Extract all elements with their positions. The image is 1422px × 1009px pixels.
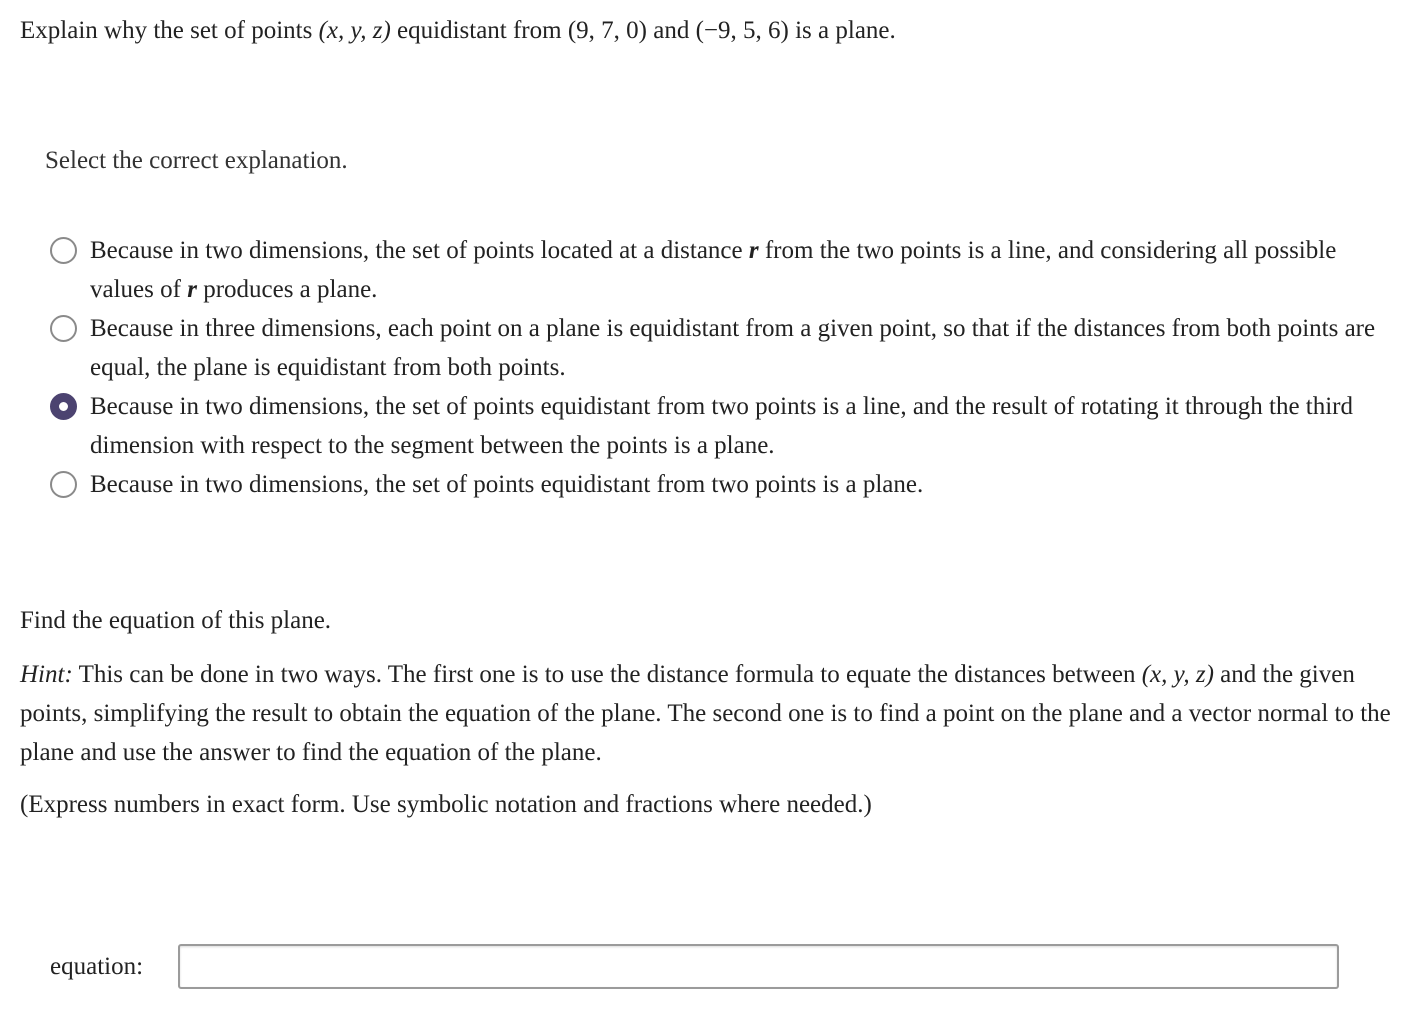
question-text: Explain why the set of points (x, y, z) equidistant from (9, 7, 0) and (−9, 5, 6) is a plane. <box>20 17 896 44</box>
option-1[interactable] <box>48 231 1388 309</box>
hint-label: Hint: <box>20 661 73 688</box>
select-prompt: Select the correct explanation. <box>45 147 348 174</box>
find-equation-prompt: Find the equation of this plane. <box>20 607 332 634</box>
hint-text: Hint: This can be done in two ways. The first one is to use the distance formula to equate the distances between (x, y, z) and the given points, simplifying the result to obtain the equation of the plane. The second one is to find a point on the plane and a vector normal to the plane and use the answer to find the equation of the plane. <box>20 661 1391 766</box>
point-variable: (x, y, z) <box>318 17 391 44</box>
option-2-label[interactable]: Because in three dimensions, each point on a plane is equidistant from a given point, so that if the distances from both points are equal, the plane is equidistant from both points. <box>90 315 1376 381</box>
option-4[interactable] <box>48 465 1388 504</box>
express-note: (Express numbers in exact form. Use symbolic notation and fractions where needed.) <box>20 791 872 818</box>
option-2[interactable] <box>48 309 1388 387</box>
radio-option-4[interactable] <box>50 471 77 498</box>
explanation-options <box>48 231 1388 504</box>
equation-input[interactable] <box>178 944 1339 989</box>
option-3[interactable] <box>48 387 1388 465</box>
option-3-label[interactable]: Because in two dimensions, the set of points equidistant from two points is a line, and the result of rotating it through the third dimension with respect to the segment between the points is a plane. <box>90 393 1354 459</box>
point-a: (9, 7, 0) <box>567 17 647 44</box>
point-b: (−9, 5, 6) <box>695 17 789 44</box>
equation-label: equation: <box>50 953 144 980</box>
radio-option-2[interactable] <box>50 315 77 342</box>
radio-option-3-selected[interactable] <box>50 393 77 420</box>
option-1-label[interactable]: Because in two dimensions, the set of points located at a distance r from the two points is a line, and considering all possible values of r produces a plane. <box>90 237 1337 303</box>
option-4-label[interactable]: Because in two dimensions, the set of points equidistant from two points is a plane. <box>90 471 924 498</box>
radio-option-1[interactable] <box>50 237 77 264</box>
